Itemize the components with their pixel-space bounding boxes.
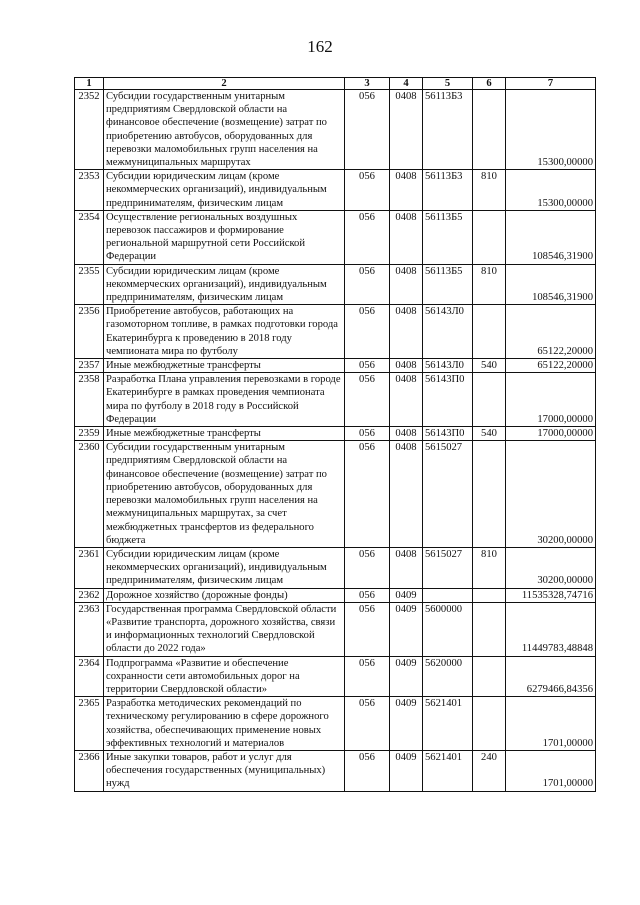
table-row bbox=[75, 750, 596, 791]
target-code-cell: 56113Б3 bbox=[423, 170, 473, 211]
expense-type-cell: 540 bbox=[473, 427, 506, 441]
section-code-cell: 0409 bbox=[390, 588, 423, 602]
ministry-code-cell: 056 bbox=[345, 547, 390, 588]
expense-type-cell: 810 bbox=[473, 170, 506, 211]
row-number-cell: 2365 bbox=[75, 697, 104, 751]
ministry-code-cell: 056 bbox=[345, 170, 390, 211]
target-code-cell: 5615027 bbox=[423, 441, 473, 548]
page-number: 162 bbox=[307, 37, 333, 56]
ministry-code-cell: 056 bbox=[345, 697, 390, 751]
row-number-cell: 2353 bbox=[75, 170, 104, 211]
target-code-cell: 5621401 bbox=[423, 697, 473, 751]
table-row bbox=[75, 90, 596, 170]
row-number-cell: 2362 bbox=[75, 588, 104, 602]
amount-cell: 15300,00000 bbox=[506, 90, 596, 170]
header-row bbox=[75, 78, 596, 90]
row-number-cell: 2361 bbox=[75, 547, 104, 588]
amount-cell: 1701,00000 bbox=[506, 697, 596, 751]
target-code-cell: 5615027 bbox=[423, 547, 473, 588]
item-name-cell: Иные межбюджетные трансферты bbox=[104, 359, 345, 373]
section-code-cell: 0408 bbox=[390, 441, 423, 548]
ministry-code-cell: 056 bbox=[345, 359, 390, 373]
expense-type-cell bbox=[473, 588, 506, 602]
row-number-cell: 2355 bbox=[75, 264, 104, 305]
ministry-code-cell: 056 bbox=[345, 656, 390, 697]
table-row bbox=[75, 373, 596, 427]
ministry-code-cell: 056 bbox=[345, 750, 390, 791]
ministry-code-cell: 056 bbox=[345, 373, 390, 427]
table-row bbox=[75, 210, 596, 264]
item-name-cell: Субсидии юридическим лицам (кроме некоммерческих организаций), индивидуальным предпринимателям, физическим лицам bbox=[104, 547, 345, 588]
section-code-cell: 0409 bbox=[390, 750, 423, 791]
amount-cell: 65122,20000 bbox=[506, 305, 596, 359]
column-header: 1 bbox=[75, 78, 104, 90]
expense-type-cell: 540 bbox=[473, 359, 506, 373]
ministry-code-cell: 056 bbox=[345, 90, 390, 170]
section-code-cell: 0408 bbox=[390, 547, 423, 588]
item-name-cell: Дорожное хозяйство (дорожные фонды) bbox=[104, 588, 345, 602]
amount-cell: 11535328,74716 bbox=[506, 588, 596, 602]
column-header: 4 bbox=[390, 78, 423, 90]
ministry-code-cell: 056 bbox=[345, 427, 390, 441]
item-name-cell: Субсидии государственным унитарным предприятиям Свердловской области на финансовое обеспечение (возмещение) затрат по приобретению автобусов, оборудованных для перевозки маломобильных групп населения на межмуниципальных маршрутах, за счет межбюджетных трансфертов из федерального бюджета bbox=[104, 441, 345, 548]
table-row bbox=[75, 427, 596, 441]
target-code-cell: 56113Б5 bbox=[423, 264, 473, 305]
amount-cell: 1701,00000 bbox=[506, 750, 596, 791]
item-name-cell: Разработка методических рекомендаций по техническому регулированию в сфере дорожного хозяйства, обеспечивающих применение новых эффективных технологий и материалов bbox=[104, 697, 345, 751]
amount-cell: 17000,00000 bbox=[506, 373, 596, 427]
section-code-cell: 0409 bbox=[390, 602, 423, 656]
ministry-code-cell: 056 bbox=[345, 588, 390, 602]
amount-cell: 30200,00000 bbox=[506, 441, 596, 548]
ministry-code-cell: 056 bbox=[345, 441, 390, 548]
row-number-cell: 2358 bbox=[75, 373, 104, 427]
expense-type-cell bbox=[473, 697, 506, 751]
row-number-cell: 2356 bbox=[75, 305, 104, 359]
row-number-cell: 2363 bbox=[75, 602, 104, 656]
expense-type-cell bbox=[473, 373, 506, 427]
table-row bbox=[75, 264, 596, 305]
table-row bbox=[75, 170, 596, 211]
table-row bbox=[75, 359, 596, 373]
ministry-code-cell: 056 bbox=[345, 264, 390, 305]
row-number-cell: 2364 bbox=[75, 656, 104, 697]
amount-cell: 65122,20000 bbox=[506, 359, 596, 373]
section-code-cell: 0408 bbox=[390, 264, 423, 305]
item-name-cell: Субсидии юридическим лицам (кроме некоммерческих организаций), индивидуальным предпринимателям, физическим лицам bbox=[104, 170, 345, 211]
expense-type-cell bbox=[473, 656, 506, 697]
row-number-cell: 2352 bbox=[75, 90, 104, 170]
item-name-cell: Осуществление региональных воздушных перевозок пассажиров и формирование региональной маршрутной сети Российской Федерации bbox=[104, 210, 345, 264]
expense-type-cell: 240 bbox=[473, 750, 506, 791]
expense-type-cell bbox=[473, 441, 506, 548]
column-header: 5 bbox=[423, 78, 473, 90]
row-number-cell: 2359 bbox=[75, 427, 104, 441]
column-header: 2 bbox=[104, 78, 345, 90]
item-name-cell: Государственная программа Свердловской области «Развитие транспорта, дорожного хозяйства, связи и информационных технологий Свердловской области до 2022 года» bbox=[104, 602, 345, 656]
row-number-cell: 2366 bbox=[75, 750, 104, 791]
amount-cell: 11449783,48848 bbox=[506, 602, 596, 656]
expense-type-cell bbox=[473, 90, 506, 170]
target-code-cell: 56113Б5 bbox=[423, 210, 473, 264]
amount-cell: 15300,00000 bbox=[506, 170, 596, 211]
section-code-cell: 0408 bbox=[390, 373, 423, 427]
item-name-cell: Субсидии юридическим лицам (кроме некоммерческих организаций), индивидуальным предпринимателям, физическим лицам bbox=[104, 264, 345, 305]
table-row bbox=[75, 656, 596, 697]
target-code-cell: 5600000 bbox=[423, 602, 473, 656]
ministry-code-cell: 056 bbox=[345, 210, 390, 264]
row-number-cell: 2360 bbox=[75, 441, 104, 548]
amount-cell: 108546,31900 bbox=[506, 264, 596, 305]
target-code-cell: 56143П0 bbox=[423, 427, 473, 441]
amount-cell: 6279466,84356 bbox=[506, 656, 596, 697]
expense-type-cell bbox=[473, 305, 506, 359]
amount-cell: 108546,31900 bbox=[506, 210, 596, 264]
section-code-cell: 0408 bbox=[390, 305, 423, 359]
table-row bbox=[75, 697, 596, 751]
section-code-cell: 0408 bbox=[390, 170, 423, 211]
expense-type-cell bbox=[473, 210, 506, 264]
item-name-cell: Подпрограмма «Развитие и обеспечение сохранности сети автомобильных дорог на территории Свердловской области» bbox=[104, 656, 345, 697]
budget-table-body bbox=[75, 78, 596, 792]
expense-type-cell: 810 bbox=[473, 547, 506, 588]
section-code-cell: 0409 bbox=[390, 697, 423, 751]
target-code-cell: 56143Л0 bbox=[423, 359, 473, 373]
item-name-cell: Субсидии государственным унитарным предприятиям Свердловской области на финансовое обеспечение (возмещение) затрат по приобретению автобусов, оборудованных для перевозки маломобильных групп населения на межмуниципальных маршрутах bbox=[104, 90, 345, 170]
section-code-cell: 0408 bbox=[390, 210, 423, 264]
target-code-cell: 56143П0 bbox=[423, 373, 473, 427]
expense-type-cell: 810 bbox=[473, 264, 506, 305]
section-code-cell: 0408 bbox=[390, 427, 423, 441]
column-header: 6 bbox=[473, 78, 506, 90]
target-code-cell: 5620000 bbox=[423, 656, 473, 697]
item-name-cell: Приобретение автобусов, работающих на газомоторном топливе, в рамках подготовки города Екатеринбурга к проведению в 2018 году чемпионата мира по футболу bbox=[104, 305, 345, 359]
ministry-code-cell: 056 bbox=[345, 602, 390, 656]
table-row bbox=[75, 588, 596, 602]
item-name-cell: Разработка Плана управления перевозками в городе Екатеринбурге в рамках проведения чемпионата мира по футболу в 2018 году в Российской Федерации bbox=[104, 373, 345, 427]
budget-table bbox=[74, 77, 596, 792]
table-row bbox=[75, 602, 596, 656]
table-row bbox=[75, 305, 596, 359]
target-code-cell bbox=[423, 588, 473, 602]
item-name-cell: Иные межбюджетные трансферты bbox=[104, 427, 345, 441]
amount-cell: 30200,00000 bbox=[506, 547, 596, 588]
target-code-cell: 56143Л0 bbox=[423, 305, 473, 359]
section-code-cell: 0408 bbox=[390, 90, 423, 170]
column-header: 3 bbox=[345, 78, 390, 90]
table-row bbox=[75, 441, 596, 548]
row-number-cell: 2354 bbox=[75, 210, 104, 264]
expense-type-cell bbox=[473, 602, 506, 656]
target-code-cell: 56113Б3 bbox=[423, 90, 473, 170]
row-number-cell: 2357 bbox=[75, 359, 104, 373]
table-row bbox=[75, 547, 596, 588]
column-header: 7 bbox=[506, 78, 596, 90]
section-code-cell: 0409 bbox=[390, 656, 423, 697]
amount-cell: 17000,00000 bbox=[506, 427, 596, 441]
item-name-cell: Иные закупки товаров, работ и услуг для обеспечения государственных (муниципальных) нужд bbox=[104, 750, 345, 791]
ministry-code-cell: 056 bbox=[345, 305, 390, 359]
section-code-cell: 0408 bbox=[390, 359, 423, 373]
target-code-cell: 5621401 bbox=[423, 750, 473, 791]
